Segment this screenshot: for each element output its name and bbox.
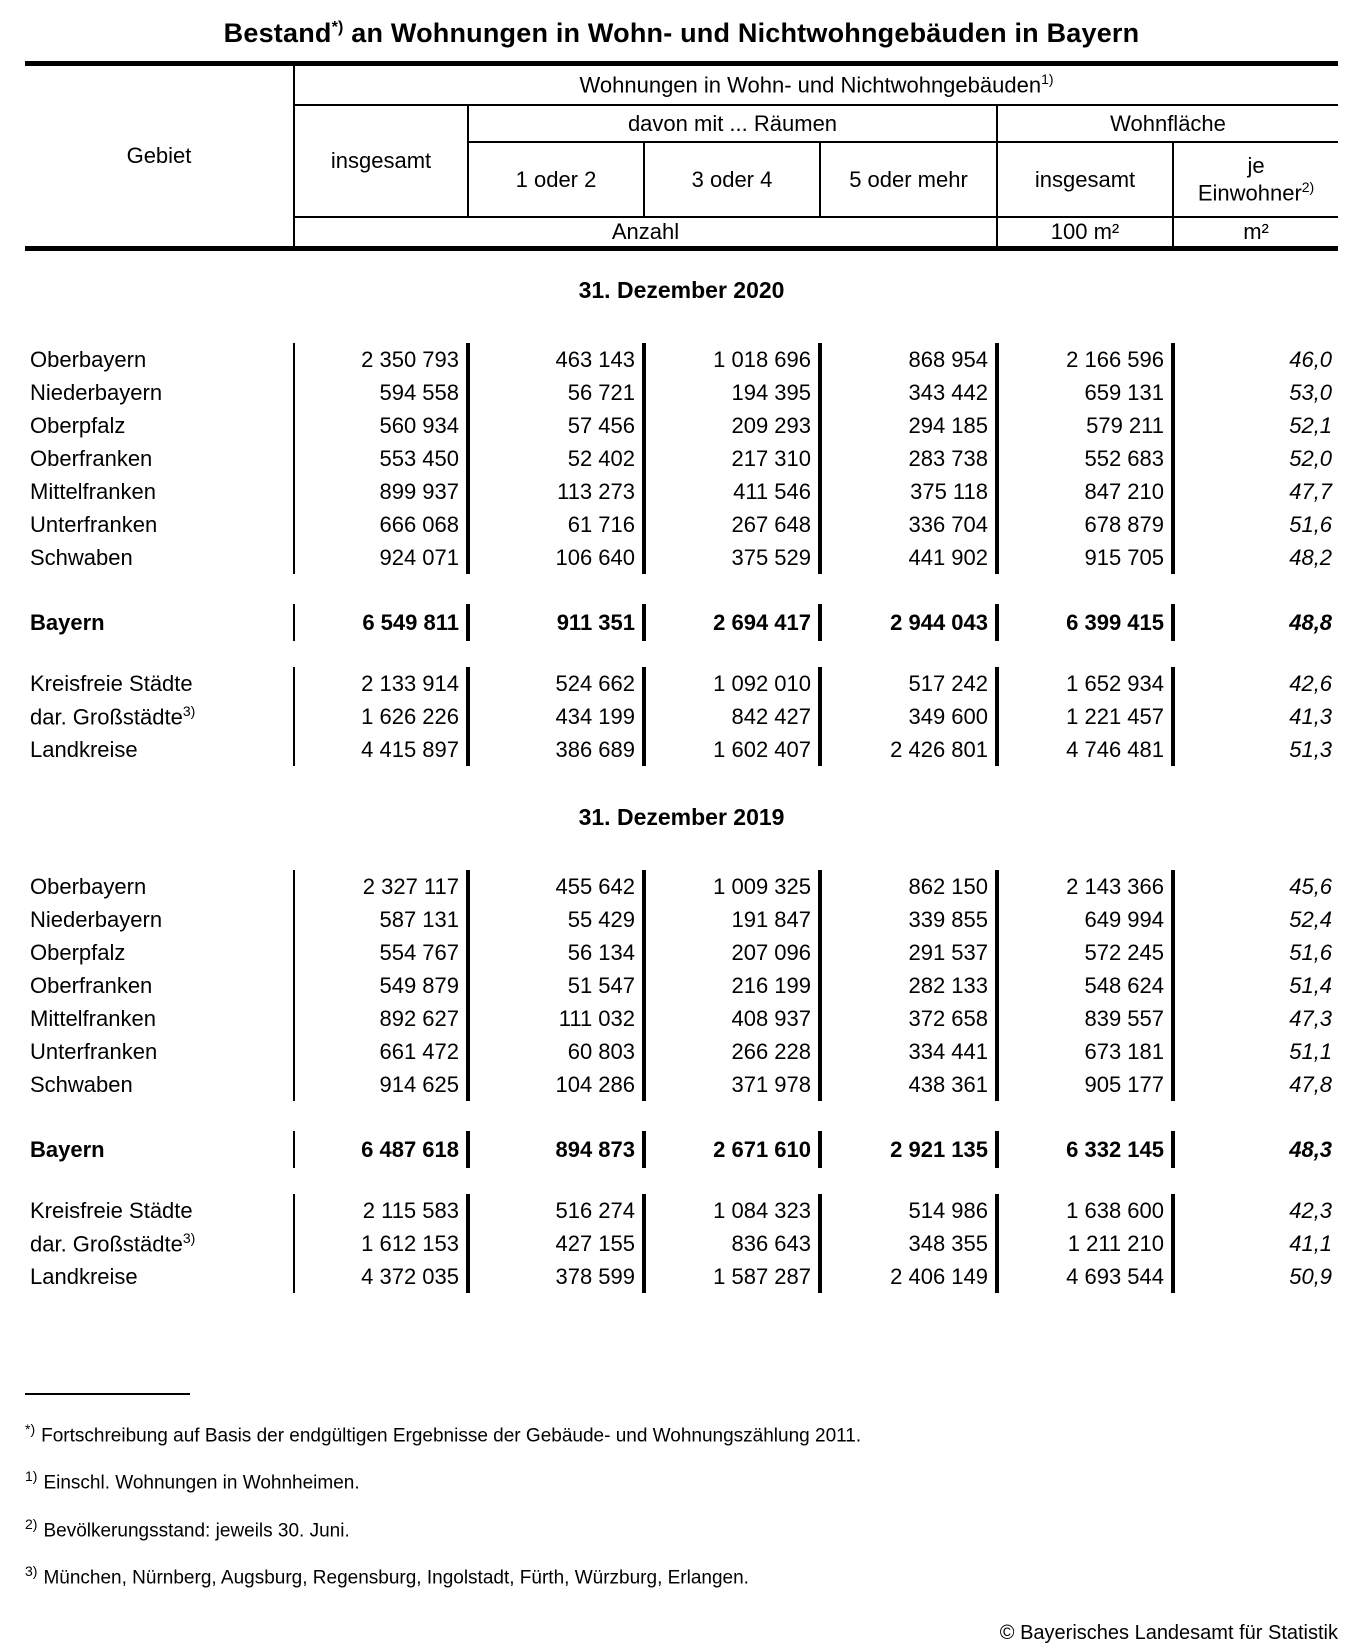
value-cell: 894 873 xyxy=(468,1131,644,1168)
value-cell: 6 487 618 xyxy=(294,1131,468,1168)
header-group-main-label: Wohnungen in Wohn- und Nichtwohngebäuden xyxy=(579,72,1042,98)
table-row xyxy=(25,409,1338,442)
region-cell: Oberfranken xyxy=(25,969,294,1002)
region-cell: Kreisfreie Städte xyxy=(25,1194,294,1227)
table-row xyxy=(25,541,1338,574)
region-cell: Oberpfalz xyxy=(25,936,294,969)
footnote-marker: 1) xyxy=(25,1468,38,1485)
value-cell: 53,0 xyxy=(1289,379,1333,405)
spacer-row xyxy=(25,641,1338,667)
header-col-area-per-capita xyxy=(1173,142,1338,217)
value-cell: 1 084 323 xyxy=(644,1194,820,1227)
spacer-row xyxy=(25,1101,1338,1131)
region-cell: Schwaben xyxy=(25,1068,294,1101)
value-cell: 48,2 xyxy=(1289,544,1333,570)
value-cell: 57 456 xyxy=(468,409,644,442)
value-cell: 2 694 417 xyxy=(644,604,820,641)
value-cell: 2 350 793 xyxy=(294,343,468,376)
value-cell: 282 133 xyxy=(820,969,997,1002)
value-cell: 516 274 xyxy=(468,1194,644,1227)
value-cell: 868 954 xyxy=(820,343,997,376)
value-cell: 552 683 xyxy=(997,442,1173,475)
footnote-asterisk xyxy=(25,1417,1363,1448)
value-cell: 378 599 xyxy=(468,1260,644,1293)
header-group-area: Wohnfläche xyxy=(997,105,1338,142)
value-cell: 572 245 xyxy=(997,936,1173,969)
section-heading: 31. Dezember 2019 xyxy=(578,803,785,830)
value-cell: 267 648 xyxy=(644,508,820,541)
footnote-1 xyxy=(25,1464,1363,1495)
footnote-marker: 2) xyxy=(25,1515,38,1532)
value-cell: 209 293 xyxy=(644,409,820,442)
value-cell: 4 372 035 xyxy=(294,1260,468,1293)
value-cell: 587 131 xyxy=(294,903,468,936)
title-footnote-ref: *) xyxy=(331,19,344,36)
value-cell: 463 143 xyxy=(468,343,644,376)
region-cell: dar. Großstädte$^{3)}$ xyxy=(25,700,294,733)
value-cell: 339 855 xyxy=(820,903,997,936)
spacer xyxy=(25,1168,1338,1194)
table-row xyxy=(25,1035,1338,1068)
value-cell: 579 211 xyxy=(997,409,1173,442)
value-cell: 56 134 xyxy=(468,936,644,969)
table-body xyxy=(25,249,1338,1294)
table-row xyxy=(25,376,1338,409)
unit-area-per-capita: m² xyxy=(1173,217,1338,249)
header-col-rooms-5plus: 5 oder mehr xyxy=(820,142,997,217)
region-cell: Oberfranken xyxy=(25,442,294,475)
value-cell: 455 642 xyxy=(468,870,644,903)
value-cell: 51,3 xyxy=(1289,736,1333,762)
value-cell: 560 934 xyxy=(294,409,468,442)
table-row xyxy=(25,903,1338,936)
header-col-insgesamt: insgesamt xyxy=(294,105,468,217)
value-cell: 41,3 xyxy=(1289,703,1333,729)
value-cell: 673 181 xyxy=(997,1035,1173,1068)
title-text: Bestand xyxy=(223,18,332,48)
header-group-main xyxy=(294,64,1338,106)
value-cell: 524 662 xyxy=(468,667,644,700)
value-cell: 51,1 xyxy=(1289,1038,1333,1064)
value-cell: 386 689 xyxy=(468,733,644,766)
value-cell: 1 638 600 xyxy=(997,1194,1173,1227)
region-cell: Oberbayern xyxy=(25,343,294,376)
header-group-main-footnote-ref: 1) xyxy=(1041,71,1054,88)
value-cell: 514 986 xyxy=(820,1194,997,1227)
footnote-text: Einschl. Wohnungen in Wohnheimen. xyxy=(43,1472,360,1494)
value-cell: 836 643 xyxy=(644,1227,820,1260)
value-cell: 52,0 xyxy=(1289,445,1333,471)
value-cell: 291 537 xyxy=(820,936,997,969)
value-cell: 47,3 xyxy=(1289,1005,1333,1031)
footnote-marker: *) xyxy=(25,1421,36,1437)
value-cell: 914 625 xyxy=(294,1068,468,1101)
title-text-2: an Wohnungen in Wohn- und Nichtwohngebäuden in Bayern xyxy=(343,18,1140,48)
region-cell: Schwaben xyxy=(25,541,294,574)
table-row xyxy=(25,700,1338,733)
value-cell: 666 068 xyxy=(294,508,468,541)
spacer xyxy=(25,249,1338,274)
value-cell: 1 626 226 xyxy=(294,700,468,733)
value-cell: 2 944 043 xyxy=(820,604,997,641)
table-row xyxy=(25,733,1338,766)
value-cell: 45,6 xyxy=(1289,873,1333,899)
unit-count: Anzahl xyxy=(294,217,997,249)
footnote-3 xyxy=(25,1559,1363,1590)
value-cell: 441 902 xyxy=(820,541,997,574)
value-cell: 2 133 914 xyxy=(294,667,468,700)
spacer-row xyxy=(25,766,1338,800)
value-cell: 42,6 xyxy=(1289,670,1333,696)
header-group-rooms: davon mit ... Räumen xyxy=(468,105,997,142)
value-cell: 847 210 xyxy=(997,475,1173,508)
value-cell: 678 879 xyxy=(997,508,1173,541)
spacer-row xyxy=(25,307,1338,343)
header-area-per-capita-line1: je xyxy=(1247,152,1265,178)
region-cell: Unterfranken xyxy=(25,1035,294,1068)
value-cell: 862 150 xyxy=(820,870,997,903)
footnote-2 xyxy=(25,1512,1363,1543)
value-cell: 52 402 xyxy=(468,442,644,475)
header-col-area-total: insgesamt xyxy=(997,142,1173,217)
value-cell: 659 131 xyxy=(997,376,1173,409)
region-cell: Niederbayern xyxy=(25,903,294,936)
value-cell: 911 351 xyxy=(468,604,644,641)
value-cell: 51,6 xyxy=(1289,511,1333,537)
value-cell: 924 071 xyxy=(294,541,468,574)
table-row xyxy=(25,667,1338,700)
header-col-rooms-3-4: 3 oder 4 xyxy=(644,142,820,217)
header-gebiet: Gebiet xyxy=(25,64,294,249)
header-area-per-capita-line2 xyxy=(1174,179,1338,206)
value-cell: 52,4 xyxy=(1289,906,1333,932)
value-cell: 1 602 407 xyxy=(644,733,820,766)
footnote-divider xyxy=(25,1393,190,1395)
value-cell: 52,1 xyxy=(1289,412,1333,438)
value-cell: 4 746 481 xyxy=(997,733,1173,766)
footnote-ref: 3) xyxy=(182,1229,196,1246)
value-cell: 336 704 xyxy=(820,508,997,541)
value-cell: 915 705 xyxy=(997,541,1173,574)
value-cell: 51,6 xyxy=(1289,939,1333,965)
table-row xyxy=(25,343,1338,376)
header-area-per-capita-footnote-ref: 2) xyxy=(1301,178,1315,195)
value-cell: 649 994 xyxy=(997,903,1173,936)
table-row xyxy=(25,1002,1338,1035)
value-cell: 1 652 934 xyxy=(997,667,1173,700)
value-cell: 2 143 366 xyxy=(997,870,1173,903)
value-cell: 51,4 xyxy=(1289,972,1333,998)
region-cell: Bayern xyxy=(25,604,294,641)
value-cell: 104 286 xyxy=(468,1068,644,1101)
statistics-table xyxy=(25,61,1338,1293)
value-cell: 348 355 xyxy=(820,1227,997,1260)
footnote-marker: 3) xyxy=(25,1562,38,1579)
table-row xyxy=(25,936,1338,969)
value-cell: 2 115 583 xyxy=(294,1194,468,1227)
value-cell: 207 096 xyxy=(644,936,820,969)
section-heading-row xyxy=(25,273,1338,307)
value-cell: 266 228 xyxy=(644,1035,820,1068)
value-cell: 51 547 xyxy=(468,969,644,1002)
value-cell: 294 185 xyxy=(820,409,997,442)
spacer xyxy=(25,307,1338,343)
value-cell: 372 658 xyxy=(820,1002,997,1035)
value-cell: 899 937 xyxy=(294,475,468,508)
value-cell: 1 092 010 xyxy=(644,667,820,700)
value-cell: 217 310 xyxy=(644,442,820,475)
value-cell: 349 600 xyxy=(820,700,997,733)
value-cell: 434 199 xyxy=(468,700,644,733)
value-cell: 113 273 xyxy=(468,475,644,508)
value-cell: 106 640 xyxy=(468,541,644,574)
value-cell: 47,8 xyxy=(1289,1071,1333,1097)
table-row xyxy=(25,1227,1338,1260)
table-row xyxy=(25,1194,1338,1227)
table-row xyxy=(25,870,1338,903)
unit-area-total: 100 m² xyxy=(997,217,1173,249)
value-cell: 1 612 153 xyxy=(294,1227,468,1260)
value-cell: 334 441 xyxy=(820,1035,997,1068)
value-cell: 4 415 897 xyxy=(294,733,468,766)
footnote-text: Fortschreibung auf Basis der endgültigen Ergebnisse der Gebäude- und Wohnungszählung 2011. xyxy=(41,1425,862,1447)
value-cell: 111 032 xyxy=(468,1002,644,1035)
footnote-ref: 3) xyxy=(182,702,196,719)
value-cell: 594 558 xyxy=(294,376,468,409)
spacer xyxy=(25,766,1338,800)
spacer xyxy=(25,574,1338,604)
table-row xyxy=(25,508,1338,541)
table-row xyxy=(25,1131,1338,1168)
footnote-text: München, Nürnberg, Augsburg, Regensburg, Ingolstadt, Fürth, Würzburg, Erlangen. xyxy=(43,1567,749,1589)
value-cell: 411 546 xyxy=(644,475,820,508)
value-cell: 6 549 811 xyxy=(294,604,468,641)
value-cell: 41,1 xyxy=(1289,1230,1333,1256)
section-heading-row xyxy=(25,800,1338,834)
value-cell: 427 155 xyxy=(468,1227,644,1260)
region-cell: dar. Großstädte$^{3)}$ xyxy=(25,1227,294,1260)
value-cell: 1 587 287 xyxy=(644,1260,820,1293)
value-cell: 191 847 xyxy=(644,903,820,936)
value-cell: 553 450 xyxy=(294,442,468,475)
table-header xyxy=(25,64,1338,249)
value-cell: 517 242 xyxy=(820,667,997,700)
region-cell: Mittelfranken xyxy=(25,475,294,508)
value-cell: 1 018 696 xyxy=(644,343,820,376)
page-title xyxy=(25,18,1338,49)
spacer-row xyxy=(25,574,1338,604)
value-cell: 1 211 210 xyxy=(997,1227,1173,1260)
value-cell: 549 879 xyxy=(294,969,468,1002)
copyright-notice: © Bayerisches Landesamt für Statistik xyxy=(999,1622,1338,1645)
region-cell: Oberbayern xyxy=(25,870,294,903)
value-cell: 48,3 xyxy=(1289,1136,1333,1162)
value-cell: 661 472 xyxy=(294,1035,468,1068)
value-cell: 61 716 xyxy=(468,508,644,541)
region-cell: Landkreise xyxy=(25,1260,294,1293)
value-cell: 839 557 xyxy=(997,1002,1173,1035)
value-cell: 46,0 xyxy=(1289,346,1333,372)
value-cell: 2 921 135 xyxy=(820,1131,997,1168)
value-cell: 1 009 325 xyxy=(644,870,820,903)
section-heading: 31. Dezember 2020 xyxy=(578,276,785,303)
spacer-row xyxy=(25,249,1338,274)
value-cell: 438 361 xyxy=(820,1068,997,1101)
region-cell: Landkreise xyxy=(25,733,294,766)
value-cell: 2 327 117 xyxy=(294,870,468,903)
value-cell: 216 199 xyxy=(644,969,820,1002)
value-cell: 4 693 544 xyxy=(997,1260,1173,1293)
table-row xyxy=(25,1068,1338,1101)
value-cell: 905 177 xyxy=(997,1068,1173,1101)
value-cell: 408 937 xyxy=(644,1002,820,1035)
table-row xyxy=(25,969,1338,1002)
value-cell: 48,8 xyxy=(1289,609,1333,635)
value-cell: 60 803 xyxy=(468,1035,644,1068)
value-cell: 375 529 xyxy=(644,541,820,574)
value-cell: 56 721 xyxy=(468,376,644,409)
region-cell: Oberpfalz xyxy=(25,409,294,442)
value-cell: 892 627 xyxy=(294,1002,468,1035)
value-cell: 548 624 xyxy=(997,969,1173,1002)
footnote-text: Bevölkerungsstand: jeweils 30. Juni. xyxy=(43,1519,350,1541)
value-cell: 2 166 596 xyxy=(997,343,1173,376)
value-cell: 842 427 xyxy=(644,700,820,733)
header-col-rooms-1-2: 1 oder 2 xyxy=(468,142,644,217)
table-row xyxy=(25,475,1338,508)
spacer xyxy=(25,641,1338,667)
value-cell: 50,9 xyxy=(1289,1263,1333,1289)
header-area-per-capita-text: Einwohner xyxy=(1197,180,1302,206)
value-cell: 554 767 xyxy=(294,936,468,969)
region-cell: Niederbayern xyxy=(25,376,294,409)
spacer xyxy=(25,834,1338,870)
table-row xyxy=(25,604,1338,641)
spacer xyxy=(25,1101,1338,1131)
spacer-row xyxy=(25,834,1338,870)
value-cell: 194 395 xyxy=(644,376,820,409)
value-cell: 343 442 xyxy=(820,376,997,409)
value-cell: 47,7 xyxy=(1289,478,1333,504)
value-cell: 2 671 610 xyxy=(644,1131,820,1168)
value-cell: 2 406 149 xyxy=(820,1260,997,1293)
spacer-row xyxy=(25,1168,1338,1194)
value-cell: 2 426 801 xyxy=(820,733,997,766)
value-cell: 6 332 145 xyxy=(997,1131,1173,1168)
region-cell: Bayern xyxy=(25,1131,294,1168)
value-cell: 55 429 xyxy=(468,903,644,936)
value-cell: 42,3 xyxy=(1289,1197,1333,1223)
value-cell: 6 399 415 xyxy=(997,604,1173,641)
value-cell: 371 978 xyxy=(644,1068,820,1101)
value-cell: 1 221 457 xyxy=(997,700,1173,733)
value-cell: 283 738 xyxy=(820,442,997,475)
table-row xyxy=(25,1260,1338,1293)
region-cell: Mittelfranken xyxy=(25,1002,294,1035)
table-row xyxy=(25,442,1338,475)
value-cell: 375 118 xyxy=(820,475,997,508)
region-cell: Unterfranken xyxy=(25,508,294,541)
region-cell: Kreisfreie Städte xyxy=(25,667,294,700)
